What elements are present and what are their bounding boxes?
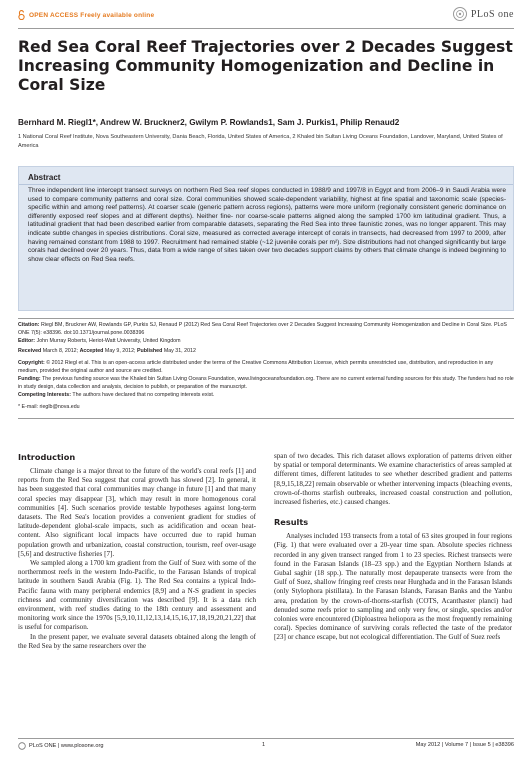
plos-logo-icon bbox=[452, 6, 468, 22]
free-label: Freely available online bbox=[80, 11, 155, 19]
competing-label: Competing Interests: bbox=[18, 392, 71, 398]
author-list: Bernhard M. Riegl1*, Andrew W. Bruckner2, Gwilym P. Rowlands1, Sam J. Purkis1, Philip Renaud2 bbox=[18, 118, 400, 127]
funding-text: The previous funding source was the Khaled bin Sultan Living Oceans Foundation, www.livingoceansfoundation.org. There are no current external funding sources for this study. The funders had no role in study design, data collection and analysis, decision to publish, or preparation of the manuscript. bbox=[18, 376, 514, 390]
abstract-heading: Abstract bbox=[28, 173, 61, 182]
meta-rule bbox=[18, 418, 514, 419]
introduction-heading: Introduction bbox=[18, 452, 76, 462]
published-date: May 31, 2012 bbox=[163, 348, 196, 354]
results-heading: Results bbox=[274, 517, 309, 528]
received-label: Received bbox=[18, 348, 42, 354]
introduction-text bbox=[18, 467, 256, 651]
left-column bbox=[18, 452, 256, 651]
intro-paragraph: Climate change is a major threat to the future of the world's coral reefs [1] and reports from the Red Sea suggest that coral growth has slowed [2]. In general, it has been suggested that coral communities may change in future [1] and that many coral species may disappear [3], which may result in more homogenous coral communities [4]. Such scenarios provide testable hypotheses against long-term datasets. The Red Sea's location provides a convenient gradient for studies of latitude-dependent global-scale impacts, such as acidification and ocean heat-content. Also significant local impacts have occurred due to rapid human population growth and urbanization, coastal construction, tourism, reef over-usage [5,6] and destructive fisheries [7]. bbox=[18, 467, 256, 558]
editor-label: Editor: bbox=[18, 338, 36, 344]
intro-paragraph: In the present paper, we evaluate several datasets obtained along the length of the Red Sea by the same researchers over the bbox=[18, 632, 256, 650]
intro-continuation: span of two decades. This rich dataset allows exploration of patterns driven either by spatial or temporal determinants. We examine characteristics of areas sampled at different times, different latitudes to see whether described gradient and patterns [8,9,15,18,22] remain observable or whether intervening impacts (bleaching events, crown-of-thorns starfish outbreaks, increased coastal construction and pollution, increased fisheries, etc.) caused changes. bbox=[274, 452, 512, 507]
plos-footer-icon bbox=[18, 742, 26, 750]
citation-label: Citation: bbox=[18, 322, 40, 328]
funding bbox=[18, 376, 514, 392]
article-title: Red Sea Coral Reef Trajectories over 2 Decades Suggest Increasing Community Homogenization and Decline in Coral Size bbox=[18, 38, 513, 94]
citation bbox=[18, 322, 514, 338]
funding-label: Funding: bbox=[18, 376, 41, 382]
footer-rule bbox=[18, 738, 514, 739]
abstract-text: Three independent line intercept transect surveys on northern Red Sea reef slopes conducted in 1988/9 and 1997/8 in Egypt and from 2006–9 in Saudi Arabia were used to compare community patterns and coral size. Coral communities showed scale-dependent variability, highest at fine spatial and taxonomic scale (species-specific within and among reef patterns). At coarser scale (generic pattern across regions), patterns were more uniform (regionally consistent generic dominance on differently exposed reef slopes and at different depths). Neither fine- nor coarse-scale patterns aligned along the sampled 1700 km latitudinal gradient. Thus, a latitudinal gradient that had been described earlier from comparable datasets, separating the Red Sea into three faunistic zones, was no longer apparent. This may indicate subtle changes in species distributions. Coral size, measured as corrected average intercept of corals in transects, had decreased from 1997 to 2009, after having remained constant from 1988 to 1997. Recruitment had remained stable (~12 juvenile corals per m²). Size distributions had not changed significantly but large corals had declined over 20 years. Thus, data from a wide range of sites taken over two decades support claims by others that climate change is indeed beginning to show clear effects on Red Sea reefs. bbox=[28, 187, 507, 263]
abstract-box bbox=[18, 166, 514, 311]
accepted-date: May 9, 2012; bbox=[104, 348, 136, 354]
header-rule bbox=[18, 28, 514, 29]
open-lock-icon bbox=[18, 10, 25, 20]
affiliations: 1 National Coral Reef Institute, Nova Southeastern University, Dania Beach, Florida, United States of America, 2 Khaled bin Sultan Living Oceans Foundation, Landover, Maryland, United States of America bbox=[18, 134, 503, 149]
competing-text: The authors have declared that no competing interests exist. bbox=[72, 392, 215, 398]
footer-journal-text: PLoS ONE | www.plosone.org bbox=[29, 743, 104, 749]
copyright-label: Copyright: bbox=[18, 360, 45, 366]
results-text bbox=[274, 532, 512, 642]
footer-issue: May 2012 | Volume 7 | Issue 5 | e38396 bbox=[415, 742, 514, 748]
open-access-banner bbox=[18, 10, 154, 20]
abstract-divider bbox=[19, 184, 513, 185]
journal-logo bbox=[452, 6, 514, 22]
email-link[interactable]: rieglb@nova.edu bbox=[39, 404, 80, 410]
page-number: 1 bbox=[262, 742, 266, 748]
email-label: * E-mail: bbox=[18, 404, 39, 410]
continued-text bbox=[274, 452, 512, 507]
journal-name: PLoS one bbox=[470, 8, 514, 20]
abstract-rule-bottom bbox=[18, 318, 514, 319]
published-label: Published bbox=[137, 348, 163, 354]
email bbox=[18, 404, 514, 412]
editor-text: John Murray Roberts, Heriot-Watt University, United Kingdom bbox=[36, 338, 181, 344]
competing-interests bbox=[18, 392, 514, 400]
copyright bbox=[18, 360, 514, 376]
footer-journal bbox=[18, 742, 104, 750]
results-paragraph: Analyses included 193 transects from a total of 63 sites grouped in four regions (Fig. 1) that were evaluated over a 20-year time span. Absolute species richness recorded in any given transect ranged from 1 to 23 species. Richest transects were found in the Farasan Islands (18–23 spp.) and the Egyptian Northern Islands at Gubal saghir (18 spp.). The naturally most depauperate transects were from the Gulf of Suez, shallow fringing reef crests near Hurghada and in the Farasan Islands (only Stylophora pistillata). In the Farasan Islands, Farasan Banks and the Yanbu area, predation by the crown-of-thorns-starfish (COTS, Acanthaster planci) had denuded some reefs prior to sampling and only very few, or single, species and/or colonies were encountered (Diploastrea heliopora as the most frequently remaining coral). Species dominance of surviving corals reflected the taste of the predator [23] or chance escape, but not ecological differentiation. The Gulf of Suez reefs bbox=[274, 532, 512, 642]
editor bbox=[18, 338, 514, 346]
right-column bbox=[274, 452, 512, 643]
citation-text: Riegl BM, Bruckner AW, Rowlands GP, Purkis SJ, Renaud P (2012) Red Sea Coral Reef Trajectories over 2 Decades Suggest Increasing Community Homogenization and Decline in Coral Size. PLoS ONE 7(5): e38396. doi:10.1371/journal.pone.0038396 bbox=[18, 322, 507, 336]
received-date: March 8, 2012; bbox=[42, 348, 79, 354]
intro-paragraph: We sampled along a 1700 km gradient from the Gulf of Suez with some of the northernmost reefs in the western Indo-Pacific, to the Farasan Islands of tropical latitude in southern Saudi Arabia (Fig. 1). The Red Sea contains a typical Indo-Pacific fauna with many peripheral endemics [8,9] and a N-S gradient in species richness and community diversification was described [9]. It is a data rich environment, with reef studies dating to the 18th century and assessment and monitoring work since the 1970s [5,9,10,11,12,13,14,15,16,17,18,19,20,21,22] that is useful for comparison. bbox=[18, 559, 256, 632]
dates bbox=[18, 348, 514, 356]
open-access-label: OPEN ACCESS bbox=[29, 11, 79, 19]
copyright-text: © 2012 Riegl et al. This is an open-access article distributed under the terms of the Creative Commons Attribution License, which permits unrestricted use, distribution, and reproduction in any medium, provided the original author and source are credited. bbox=[18, 360, 494, 374]
accepted-label: Accepted bbox=[79, 348, 104, 354]
